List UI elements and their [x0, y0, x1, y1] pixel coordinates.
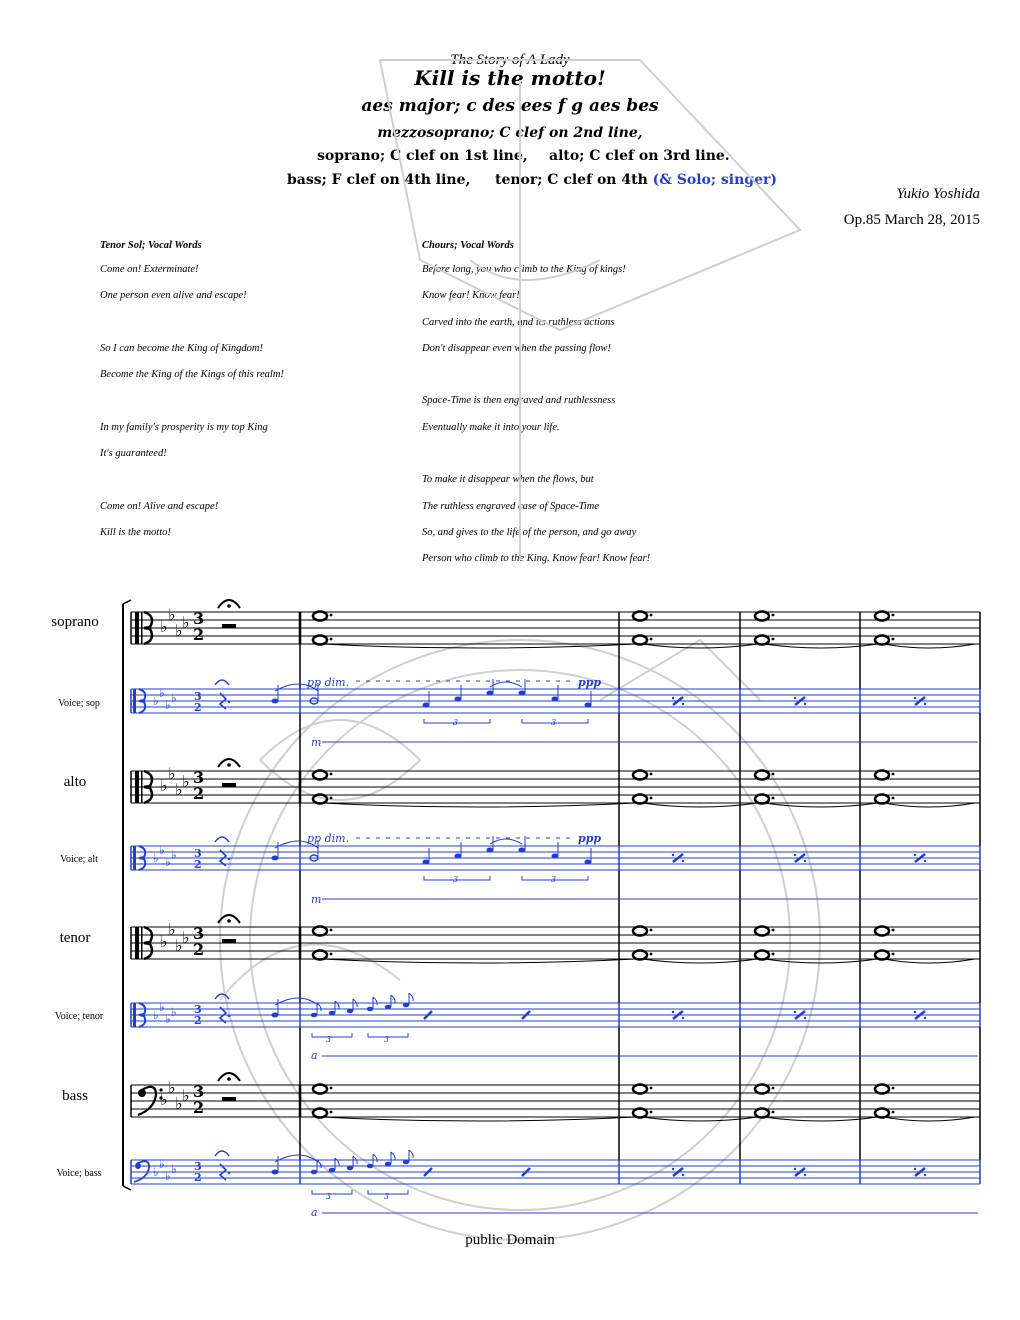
- whole-note: [313, 927, 327, 936]
- note-flag: [373, 997, 377, 1005]
- note-flag: [391, 1152, 395, 1160]
- augmentation-dot: [650, 1111, 653, 1114]
- eighth-note: [347, 1166, 353, 1171]
- flat-icon: ♭: [171, 1162, 177, 1176]
- tie: [764, 803, 878, 807]
- whole-note: [313, 636, 327, 645]
- whole-note: [755, 771, 769, 780]
- c-clef-icon: [144, 771, 152, 803]
- time-sig-top-voice: 3: [194, 1160, 202, 1173]
- eighth-note: [272, 856, 279, 861]
- tie: [322, 1117, 636, 1121]
- triplet-number: 3: [326, 1035, 332, 1044]
- time-sig-bottom: 2: [193, 1098, 205, 1117]
- instrument-voice-tenor: Voice; tenor: [54, 1011, 104, 1022]
- tie: [884, 644, 975, 648]
- whole-note: [755, 795, 769, 804]
- flat-icon: ♭: [160, 1090, 168, 1109]
- tie: [764, 1117, 878, 1121]
- augmentation-dot: [330, 797, 333, 800]
- quarter-note: [552, 697, 559, 702]
- tie: [322, 803, 636, 807]
- quarter-note: [585, 860, 592, 865]
- lyric-line: Eventually make it into your life.: [422, 421, 560, 433]
- lyric-line: Come on! Exterminate!: [100, 264, 199, 275]
- eighth-note: [311, 1013, 317, 1018]
- c-clef-icon: [133, 846, 136, 870]
- flat-icon: ♭: [159, 1157, 165, 1171]
- tuplet-bracket: [312, 1190, 352, 1194]
- whole-note: [633, 612, 647, 621]
- measure-repeat-icon: [672, 854, 674, 856]
- whole-note: [875, 795, 889, 804]
- whole-note: [313, 1109, 327, 1118]
- time-sig-bottom-voice: 2: [194, 1014, 202, 1027]
- augmentation-dot: [650, 1087, 653, 1090]
- whole-note: [633, 771, 647, 780]
- dynamic-pp-dim-alt: pp dim.: [307, 832, 350, 845]
- whole-note: [755, 1085, 769, 1094]
- quarter-note: [423, 703, 430, 708]
- flat-icon: ♭: [168, 605, 176, 624]
- half-rest-icon: [222, 1097, 236, 1101]
- augmentation-dot: [330, 638, 333, 641]
- voices-line-3a: bass; F clef on 4th line,: [287, 172, 471, 188]
- whole-note: [633, 636, 647, 645]
- note-flag: [391, 995, 395, 1003]
- flat-icon: ♭: [175, 936, 183, 955]
- time-sig-top-voice: 3: [194, 847, 202, 860]
- eighth-note: [272, 1013, 279, 1018]
- augmentation-dot: [330, 614, 333, 617]
- whole-note: [755, 612, 769, 621]
- measure-repeat-icon: [804, 1017, 806, 1019]
- flat-icon: ♭: [153, 851, 159, 865]
- whole-note: [633, 1109, 647, 1118]
- lyric-line: It's guaranteed!: [100, 448, 167, 460]
- flat-icon: ♭: [153, 694, 159, 708]
- augmentation-dot: [772, 1111, 775, 1114]
- whole-note: [313, 1085, 327, 1094]
- augmentation-dot: [772, 929, 775, 932]
- measure-repeat-icon: [794, 1011, 796, 1013]
- measure-repeat-icon: [924, 860, 926, 862]
- augmentation-dot: [228, 701, 230, 703]
- measure-repeat-icon: [804, 703, 806, 705]
- quarter-note: [487, 848, 494, 853]
- tenor-lyrics-heading: Tenor Sol; Vocal Words: [100, 240, 202, 251]
- flat-icon: ♭: [160, 776, 168, 795]
- quarter-note: [455, 697, 462, 702]
- lyric-line: To make it disappear when the flows, but: [422, 474, 594, 486]
- flat-icon: ♭: [171, 1005, 177, 1019]
- augmentation-dot: [330, 1111, 333, 1114]
- whole-note: [755, 951, 769, 960]
- eighth-note: [385, 1162, 391, 1167]
- measure-repeat-icon: [914, 1011, 916, 1013]
- lyric-line: Kill is the motto!: [100, 526, 171, 538]
- lyric-line: One person even alive and escape!: [100, 290, 247, 302]
- augmentation-dot: [228, 1172, 230, 1174]
- tie: [490, 682, 522, 687]
- eighth-note: [347, 1009, 353, 1014]
- c-clef-icon: [144, 927, 152, 959]
- triplet-number: 3: [384, 1192, 390, 1201]
- instrument-voice-bass: Voice; bass: [56, 1168, 102, 1179]
- note-flag: [335, 1001, 339, 1009]
- syllable-a-tenor: a: [311, 1049, 318, 1062]
- measure-repeat-icon: [914, 697, 916, 699]
- tie: [884, 1117, 975, 1121]
- flat-icon: ♭: [165, 1012, 171, 1026]
- measure-repeat-icon: [914, 854, 916, 856]
- time-sig-bottom-voice: 2: [194, 858, 202, 871]
- flat-icon: ♭: [182, 772, 190, 791]
- fermata-icon: [215, 837, 229, 842]
- whole-note: [755, 636, 769, 645]
- instrument-bass: bass: [62, 1088, 88, 1104]
- augmentation-dot: [330, 929, 333, 932]
- voices-line-1: mezzosoprano; C clef on 2nd line,: [377, 125, 643, 141]
- c-clef-icon: [141, 771, 143, 803]
- augmentation-dot: [228, 1015, 230, 1017]
- tie: [884, 959, 975, 963]
- note-flag: [373, 1154, 377, 1162]
- flat-icon: ♭: [153, 1008, 159, 1022]
- lyric-line: Space-Time is then engraved and ruthlessness: [422, 395, 616, 407]
- augmentation-dot: [772, 614, 775, 617]
- eighth-note: [272, 1170, 279, 1175]
- note-flag: [335, 1158, 339, 1166]
- whole-note: [313, 612, 327, 621]
- note-flag: [409, 993, 413, 1001]
- opus-date: Op.85 March 28, 2015: [843, 212, 980, 228]
- augmentation-dot: [650, 797, 653, 800]
- syllable-a-bass: a: [311, 1206, 318, 1219]
- fermata-icon: [227, 763, 231, 767]
- flat-icon: ♭: [171, 848, 177, 862]
- tie: [764, 959, 878, 963]
- voices-line-3b-text: tenor; C clef on 4th: [495, 172, 648, 188]
- quarter-note: [487, 691, 494, 696]
- flat-icon: ♭: [168, 764, 176, 783]
- whole-note: [313, 951, 327, 960]
- flat-icon: ♭: [159, 686, 165, 700]
- lyric-line: In my family's prosperity is my top King: [100, 421, 268, 433]
- flat-icon: ♭: [159, 843, 165, 857]
- flat-icon: ♭: [182, 613, 190, 632]
- augmentation-dot: [650, 638, 653, 641]
- measure-repeat-icon: [914, 1168, 916, 1170]
- augmentation-dot: [892, 1087, 895, 1090]
- flat-icon: ♭: [175, 780, 183, 799]
- measure-repeat-icon: [682, 1017, 684, 1019]
- c-clef-icon: [141, 612, 143, 644]
- augmentation-dot: [772, 638, 775, 641]
- whole-note: [875, 951, 889, 960]
- c-clef-icon: [144, 612, 152, 644]
- composer: Yukio Yoshida: [896, 186, 980, 202]
- lyric-line: Become the King of the Kings of this realm!: [100, 369, 284, 381]
- triplet-number: 3: [326, 1192, 332, 1201]
- fermata-icon: [227, 919, 231, 923]
- whole-note: [313, 771, 327, 780]
- dynamic-ppp-alt: ppp: [578, 832, 602, 845]
- augmentation-dot: [650, 773, 653, 776]
- whole-note: [875, 927, 889, 936]
- chorus-lyrics-heading: Chours; Vocal Words: [422, 240, 514, 251]
- time-sig-bottom: 2: [193, 784, 205, 803]
- time-sig-top-voice: 3: [194, 1003, 202, 1016]
- measure-repeat-icon: [672, 1168, 674, 1170]
- whole-note: [875, 1109, 889, 1118]
- footer-copyright: public Domain: [465, 1232, 555, 1248]
- instrument-voice-sop: Voice; sop: [58, 698, 100, 709]
- slur: [275, 998, 318, 1005]
- lyric-line: Come on! Alive and escape!: [100, 500, 219, 512]
- augmentation-dot: [228, 858, 230, 860]
- augmentation-dot: [892, 929, 895, 932]
- instrument-tenor: tenor: [59, 930, 91, 946]
- instrument-soprano: soprano: [51, 614, 99, 630]
- c-clef-icon: [135, 771, 139, 803]
- whole-note: [633, 951, 647, 960]
- whole-note: [633, 795, 647, 804]
- flat-icon: ♭: [182, 928, 190, 947]
- triplet-number: 3: [453, 875, 459, 884]
- augmentation-dot: [330, 953, 333, 956]
- flat-icon: ♭: [168, 920, 176, 939]
- fermata-icon: [215, 680, 229, 685]
- lyric-line: The ruthless engraved case of Space-Time: [422, 500, 600, 512]
- whole-note: [875, 636, 889, 645]
- quarter-note: [455, 854, 462, 859]
- augmentation-dot: [330, 773, 333, 776]
- flat-icon: ♭: [165, 698, 171, 712]
- time-sig-top: 3: [193, 924, 205, 943]
- measure-repeat-icon: [794, 697, 796, 699]
- measure-repeat-icon: [794, 854, 796, 856]
- watermark-seal: [220, 60, 820, 1240]
- time-sig-top-voice: 3: [194, 690, 202, 703]
- triplet-number: 3: [384, 1035, 390, 1044]
- time-sig-top: 3: [193, 609, 205, 628]
- syllable-m-sop: m: [311, 736, 322, 749]
- flat-icon: ♭: [168, 1078, 176, 1097]
- whole-note: [875, 1085, 889, 1094]
- augmentation-dot: [892, 773, 895, 776]
- time-sig-bottom: 2: [193, 625, 205, 644]
- lyric-line: Know fear! Know fear!: [422, 290, 520, 302]
- measure-repeat-icon: [682, 703, 684, 705]
- measure-repeat-icon: [804, 860, 806, 862]
- measure-repeat-icon: [924, 1174, 926, 1176]
- fermata-icon: [227, 1077, 231, 1081]
- lyric-line: Person who climb to the King. Know fear! Know fear!: [422, 553, 651, 565]
- voices-line-3c: (& Solo; singer): [652, 172, 777, 188]
- page-title: Kill is the motto!: [414, 66, 606, 90]
- triplet-number: 3: [453, 718, 459, 727]
- voices-line-2a: soprano; C clef on 1st line,: [317, 148, 528, 164]
- augmentation-dot: [772, 1087, 775, 1090]
- flat-icon: ♭: [159, 1000, 165, 1014]
- half-rest-icon: [222, 624, 236, 628]
- flat-icon: ♭: [175, 621, 183, 640]
- c-clef-icon: [133, 689, 136, 713]
- lyric-line: Before long, you who climb to the King of kings!: [422, 264, 626, 275]
- eighth-note: [403, 1003, 409, 1008]
- quarter-note: [519, 691, 526, 696]
- time-sig-bottom: 2: [193, 940, 205, 959]
- whole-note: [875, 612, 889, 621]
- syllable-m-alt: m: [311, 893, 322, 906]
- eighth-note: [329, 1011, 335, 1016]
- c-clef-icon: [133, 1003, 136, 1027]
- flat-icon: ♭: [160, 617, 168, 636]
- note-flag: [409, 1150, 413, 1158]
- half-rest-icon: [222, 939, 236, 943]
- whole-note: [755, 927, 769, 936]
- measure-repeat-icon: [924, 1017, 926, 1019]
- instrument-voice-alt: Voice; alt: [60, 854, 98, 865]
- augmentation-dot: [892, 953, 895, 956]
- quarter-note: [519, 848, 526, 853]
- tuplet-bracket: [312, 1033, 352, 1037]
- flat-icon: ♭: [165, 1169, 171, 1183]
- lyric-line: Don't disappear even when the passing flow!: [422, 342, 611, 354]
- tie: [764, 644, 878, 648]
- c-clef-icon: [141, 927, 143, 959]
- dynamic-pp-dim-sop: pp dim.: [307, 676, 350, 689]
- eighth-note: [367, 1164, 373, 1169]
- flat-icon: ♭: [171, 691, 177, 705]
- measure-repeat-icon: [804, 1174, 806, 1176]
- flat-icon: ♭: [165, 855, 171, 869]
- flat-icon: ♭: [160, 932, 168, 951]
- flat-icon: ♭: [175, 1094, 183, 1113]
- augmentation-dot: [772, 953, 775, 956]
- measure-repeat-icon: [672, 697, 674, 699]
- quarter-note: [423, 860, 430, 865]
- augmentation-dot: [772, 797, 775, 800]
- augmentation-dot: [650, 614, 653, 617]
- measure-repeat-icon: [682, 860, 684, 862]
- fermata-icon: [227, 604, 231, 608]
- augmentation-dot: [892, 1111, 895, 1114]
- time-sig-top: 3: [193, 1082, 205, 1101]
- time-sig-top: 3: [193, 768, 205, 787]
- measure-repeat-icon: [682, 1174, 684, 1176]
- augmentation-dot: [892, 797, 895, 800]
- eighth-note: [329, 1168, 335, 1173]
- tie: [490, 839, 522, 844]
- voices-line-2b: alto; C clef on 3rd line.: [549, 148, 730, 164]
- whole-note: [875, 771, 889, 780]
- augmentation-dot: [650, 929, 653, 932]
- quarter-note: [585, 703, 592, 708]
- measure-repeat-icon: [794, 1168, 796, 1170]
- instrument-alto: alto: [63, 774, 87, 790]
- augmentation-dot: [892, 638, 895, 641]
- flat-icon: ♭: [182, 1086, 190, 1105]
- subtitle: The Story of A Lady: [450, 52, 570, 68]
- triplet-number: 3: [551, 875, 557, 884]
- measure-repeat-icon: [672, 1011, 674, 1013]
- augmentation-dot: [330, 1087, 333, 1090]
- augmentation-dot: [772, 773, 775, 776]
- whole-note: [633, 927, 647, 936]
- eighth-note: [272, 699, 279, 704]
- triplet-number: 3: [551, 718, 557, 727]
- fermata-icon: [215, 1151, 229, 1156]
- eighth-note: [367, 1007, 373, 1012]
- eighth-note: [311, 1170, 317, 1175]
- whole-note: [633, 1085, 647, 1094]
- c-clef-icon: [135, 612, 139, 644]
- lyric-line: So I can become the King of Kingdom!: [100, 342, 264, 354]
- dynamic-ppp-sop: ppp: [578, 676, 602, 689]
- key-signature-text: aes major; c des ees f g aes bes: [361, 96, 659, 116]
- measure-repeat-icon: [924, 703, 926, 705]
- notation-marks: [133, 600, 978, 1213]
- lyric-line: Carved into the earth, and its ruthless actions: [422, 316, 615, 328]
- system-bracket: [123, 600, 131, 1190]
- eighth-note: [385, 1005, 391, 1010]
- tie: [884, 803, 975, 807]
- quarter-note: [552, 854, 559, 859]
- time-sig-bottom-voice: 2: [194, 1171, 202, 1184]
- lyric-line: So, and gives to the life of the person, and go away: [422, 526, 637, 538]
- augmentation-dot: [650, 953, 653, 956]
- c-clef-icon: [135, 927, 139, 959]
- eighth-note: [403, 1160, 409, 1165]
- half-rest-icon: [222, 783, 236, 787]
- augmentation-dot: [892, 614, 895, 617]
- time-sig-bottom-voice: 2: [194, 701, 202, 714]
- flat-icon: ♭: [153, 1165, 159, 1179]
